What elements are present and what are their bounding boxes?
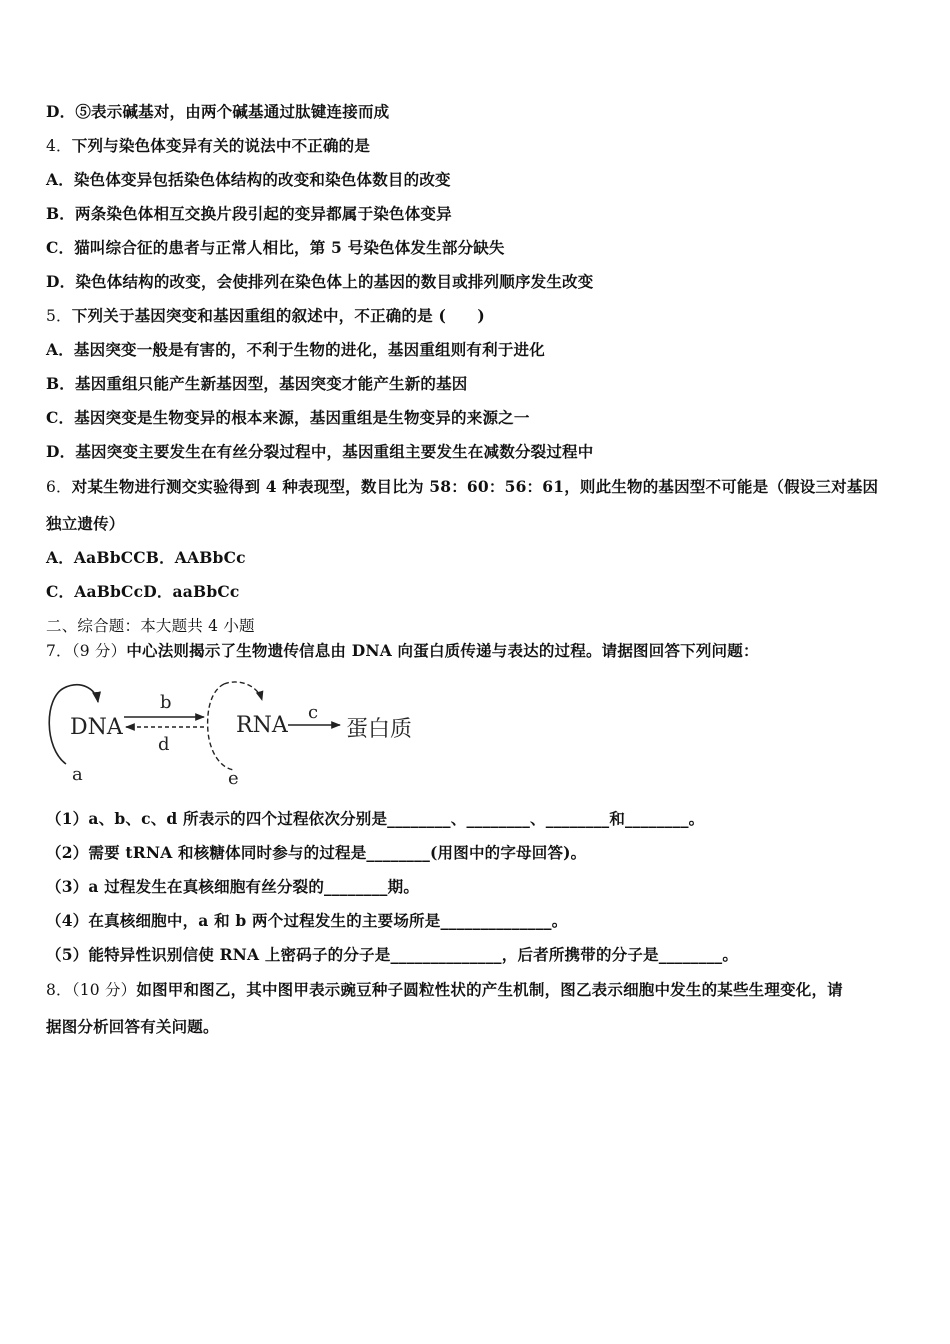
central-dogma-diagram (44, 676, 444, 792)
q7-stem (46, 641, 759, 661)
q7-stem-text: 中心法则揭示了生物遗传信息由 DNA 向蛋白质传递与表达的过程。请据图回答下列问题： (126, 641, 759, 660)
process-d-label: d (158, 734, 170, 755)
q6-option-ab: A．AaBbCCB．AABbCc (46, 548, 246, 567)
q4-number: 4． (46, 137, 72, 155)
rna-replication-arrow (224, 682, 262, 700)
q7-sub-3: （3）a 过程发生在真核细胞有丝分裂的________期。 (46, 877, 420, 896)
process-a-label: a (72, 764, 83, 785)
q6-option-cd: C．AaBbCcD．aaBbCc (46, 582, 240, 601)
q7-sub-5: （5）能特异性识别信使 RNA 上密码子的分子是______________，后者所携带的分子是________。 (46, 945, 739, 964)
q7-sub-2: （2）需要 tRNA 和核糖体同时参与的过程是________(用图中的字母回答)。 (46, 843, 587, 862)
process-c-label: c (308, 702, 319, 723)
q7-sub-1: （1）a、b、c、d 所表示的四个过程依次分别是________、________、________和________。 (46, 809, 705, 828)
q8-stem-line1 (46, 980, 843, 1000)
process-e-label: e (228, 768, 239, 789)
protein-label: 蛋白质 (346, 717, 413, 742)
q3-option-d: D．⑤表示碱基对，由两个碱基通过肽键连接而成 (46, 102, 390, 121)
q6-number: 6． (46, 478, 72, 496)
q8-stem-line2: 据图分析回答有关问题。 (46, 1017, 219, 1036)
q7-sub-4: （4）在真核细胞中，a 和 b 两个过程发生的主要场所是______________。 (46, 911, 568, 930)
q4-option-b: B．两条染色体相互交换片段引起的变异都属于染色体变异 (46, 204, 452, 223)
q4-option-c: C．猫叫综合征的患者与正常人相比，第 5 号染色体发生部分缺失 (46, 238, 505, 257)
q5-stem-text: 下列关于基因突变和基因重组的叙述中，不正确的是 ( ) (71, 306, 485, 325)
process-b-label: b (160, 692, 172, 713)
q5-option-c: C．基因突变是生物变异的根本来源，基因重组是生物变异的来源之一 (46, 408, 530, 427)
q8-score: （10 分） (71, 981, 137, 999)
section-2-title: 二、综合题：本大题共 4 小题 (46, 617, 255, 635)
q8-stem-text: 如图甲和图乙，其中图甲表示豌豆种子圆粒性状的产生机制，图乙表示细胞中发生的某些生理变化，请 (136, 980, 843, 999)
q6-stem-text: 对某生物进行测交实验得到 4 种表现型，数目比为 58：60：56：61，则此生物的基因型不可能是（假设三对基因 (71, 477, 879, 496)
q4-option-d: D．染色体结构的改变，会使排列在染色体上的基因的数目或排列顺序发生改变 (46, 272, 594, 291)
q5-option-b: B．基因重组只能产生新基因型，基因突变才能产生新的基因 (46, 374, 468, 393)
q6-stem-line2: 独立遗传） (46, 514, 125, 533)
q7-number: 7． (46, 642, 72, 660)
rna-replication-loop-left (208, 684, 234, 770)
q7-score: （9 分） (71, 642, 127, 660)
dna-label: DNA (70, 715, 123, 740)
q5-option-a: A．基因突变一般是有害的，不利于生物的进化，基因重组则有利于进化 (46, 340, 545, 359)
q4-stem (46, 136, 370, 156)
q5-option-d: D．基因突变主要发生在有丝分裂过程中，基因重组主要发生在减数分裂过程中 (46, 442, 594, 461)
q4-stem-text: 下列与染色体变异有关的说法中不正确的是 (71, 136, 371, 155)
q5-number: 5． (46, 307, 72, 325)
q8-number: 8． (46, 981, 72, 999)
rna-label: RNA (236, 713, 288, 738)
q5-stem (46, 306, 485, 326)
q6-stem-line1 (46, 477, 878, 497)
q4-option-a: A．染色体变异包括染色体结构的改变和染色体数目的改变 (46, 170, 451, 189)
